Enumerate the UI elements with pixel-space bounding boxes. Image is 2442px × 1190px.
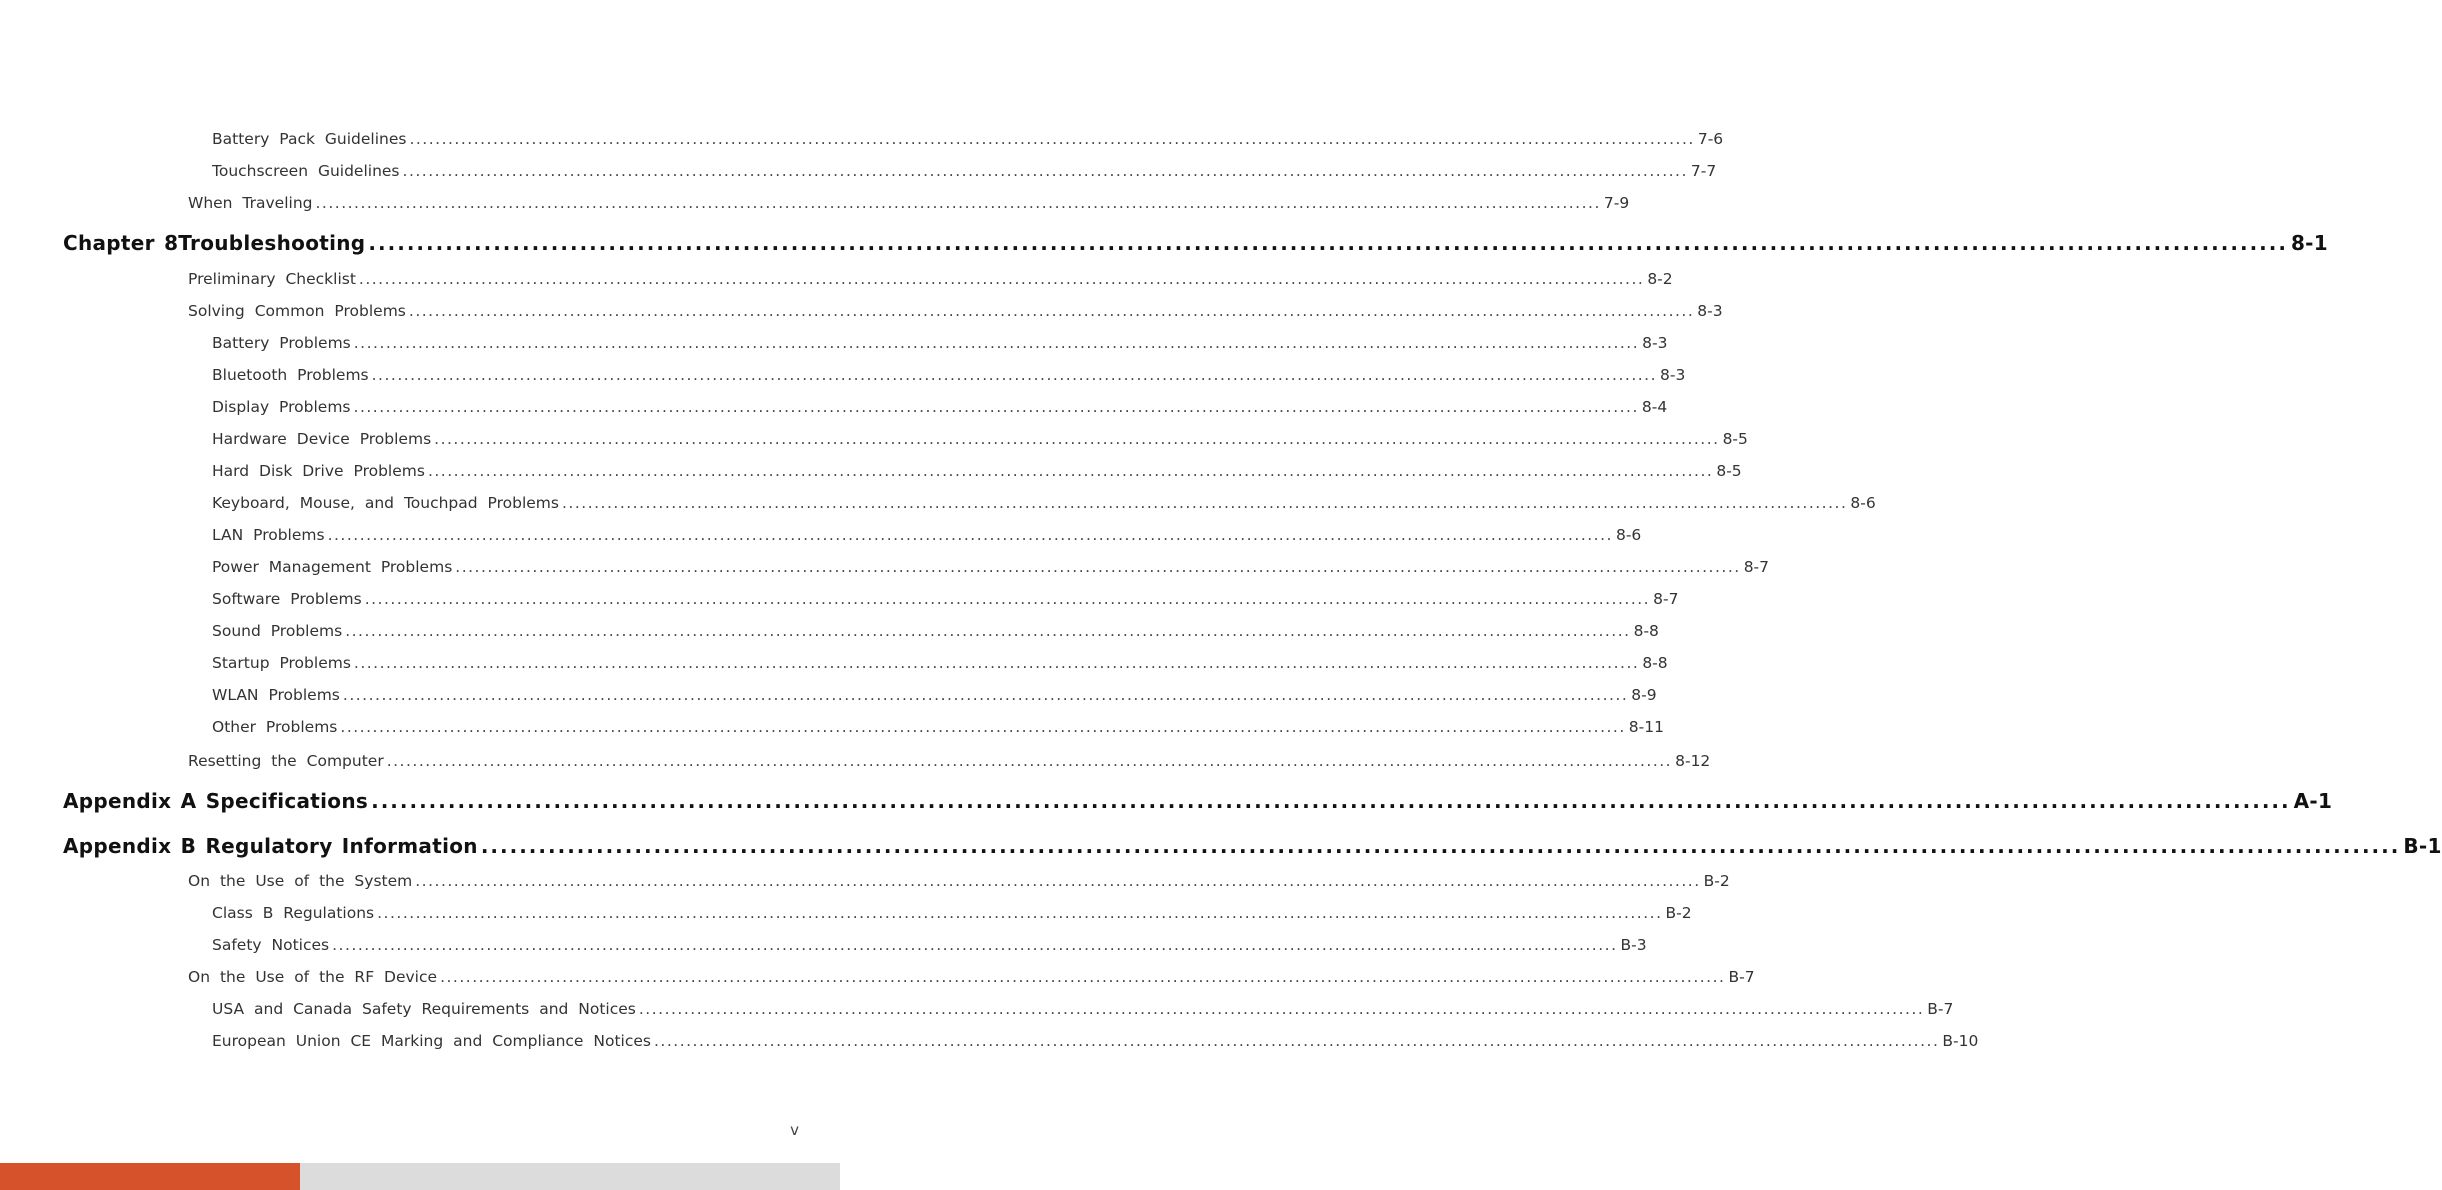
toc-entry-label: Sound Problems	[212, 622, 343, 640]
dot-leader: ........................................................................................................................................................................................................	[342, 686, 1629, 704]
toc-entry[interactable]	[188, 270, 1673, 288]
toc-entry-page: B-2	[1665, 904, 1692, 922]
dot-leader: ........................................................................................................................................................................................................	[427, 462, 1714, 480]
toc-entry-page: 7-9	[1603, 194, 1630, 212]
toc-entry-label: When Traveling	[188, 194, 313, 212]
toc-entry-label: Safety Notices	[212, 936, 330, 954]
toc-entry-page: 8-2	[1647, 270, 1673, 288]
toc-entry-label: Appendix A Specifications	[63, 789, 369, 813]
toc-entry-page: 8-11	[1628, 718, 1664, 736]
toc-entry-label: Hard Disk Drive Problems	[212, 462, 425, 480]
dot-leader: ........................................................................................................................................................................................................	[455, 558, 1741, 576]
toc-entry[interactable]	[188, 872, 1730, 890]
dot-leader: ........................................................................................................................................................................................................	[480, 834, 2401, 858]
toc-entry-label: European Union CE Marking and Compliance Notices	[212, 1032, 651, 1050]
toc-entry-label: Bluetooth Problems	[212, 366, 369, 384]
toc-entry-label: Class B Regulations	[212, 904, 375, 922]
dot-leader: ........................................................................................................................................................................................................	[408, 302, 1695, 320]
toc-entry[interactable]	[212, 590, 1679, 608]
toc-entry-page: B-1	[2403, 834, 2442, 858]
toc-entry[interactable]	[212, 1000, 1954, 1018]
toc-entry-page: 7-7	[1690, 162, 1717, 180]
toc-entry[interactable]	[188, 752, 1711, 770]
toc-entry-page: 7-6	[1697, 130, 1724, 148]
toc-entry-page: 8-8	[1633, 622, 1659, 640]
toc-entry-page: 8-3	[1660, 366, 1686, 384]
dot-leader: ........................................................................................................................................................................................................	[327, 526, 1613, 544]
toc-entry-label: Battery Problems	[212, 334, 351, 352]
toc-entry-page: B-10	[1942, 1032, 1979, 1050]
toc-entry[interactable]	[212, 558, 1770, 576]
toc-entry[interactable]	[212, 526, 1642, 544]
toc-entry[interactable]	[212, 162, 1717, 180]
toc-entry-label: Keyboard, Mouse, and Touchpad Problems	[212, 494, 559, 512]
toc-entry-label: On the Use of the RF Device	[188, 968, 438, 986]
dot-leader: ........................................................................................................................................................................................................	[371, 366, 1658, 384]
dot-leader: ........................................................................................................................................................................................................	[377, 904, 1663, 922]
toc-entry[interactable]	[212, 398, 1668, 416]
dot-leader: ........................................................................................................................................................................................................	[440, 968, 1726, 986]
toc-entry[interactable]	[212, 654, 1668, 672]
toc-entry-page: 8-12	[1675, 752, 1711, 770]
toc-entry[interactable]	[212, 904, 1692, 922]
toc-entry[interactable]	[212, 1032, 1979, 1050]
toc-entry-page: 8-1	[2290, 231, 2328, 255]
toc-chapter-entry[interactable]	[63, 231, 2328, 255]
toc-entry-label: Chapter 8Troubleshooting	[63, 231, 366, 255]
dot-leader: ........................................................................................................................................................................................................	[371, 789, 2291, 813]
dot-leader: ........................................................................................................................................................................................................	[434, 430, 1720, 448]
toc-entry-label: Startup Problems	[212, 654, 351, 672]
footer-accent-bar	[0, 1163, 300, 1190]
toc-entry-label: LAN Problems	[212, 526, 325, 544]
dot-leader: ........................................................................................................................................................................................................	[353, 334, 1640, 352]
toc-entry-page: 8-9	[1631, 686, 1657, 704]
toc-entry[interactable]	[212, 686, 1657, 704]
toc-entry-page: 8-4	[1641, 398, 1668, 416]
toc-entry[interactable]	[188, 194, 1630, 212]
dot-leader: ........................................................................................................................................................................................................	[353, 654, 1640, 672]
toc-entry-label: Appendix B Regulatory Information	[63, 834, 478, 858]
toc-entry[interactable]	[212, 936, 1647, 954]
toc-entry-page: 8-6	[1850, 494, 1876, 512]
toc-entry-label: Battery Pack Guidelines	[212, 130, 407, 148]
dot-leader: ........................................................................................................................................................................................................	[353, 398, 1639, 416]
dot-leader: ........................................................................................................................................................................................................	[653, 1032, 1940, 1050]
toc-entry-label: Power Management Problems	[212, 558, 453, 576]
toc-entry-page: B-7	[1728, 968, 1755, 986]
toc-entry-label: Display Problems	[212, 398, 351, 416]
toc-entry[interactable]	[212, 462, 1742, 480]
dot-leader: ........................................................................................................................................................................................................	[561, 494, 1848, 512]
dot-leader: ........................................................................................................................................................................................................	[345, 622, 1631, 640]
toc-entry-page: 8-6	[1615, 526, 1642, 544]
toc-entry-page: 8-7	[1743, 558, 1770, 576]
toc-entry-page: 8-3	[1697, 302, 1723, 320]
toc-entry-label: Other Problems	[212, 718, 338, 736]
dot-leader: ........................................................................................................................................................................................................	[364, 590, 1651, 608]
toc-chapter-entry[interactable]	[63, 789, 2333, 813]
toc-entry-page: B-3	[1620, 936, 1647, 954]
toc-entry-label: Solving Common Problems	[188, 302, 406, 320]
toc-entry[interactable]	[212, 430, 1748, 448]
toc-entry[interactable]	[188, 302, 1723, 320]
toc-entry-page: B-7	[1927, 1000, 1954, 1018]
toc-entry-label: Resetting the Computer	[188, 752, 384, 770]
toc-entry[interactable]	[212, 718, 1664, 736]
toc-entry-page: 8-8	[1642, 654, 1668, 672]
toc-entry-page: B-2	[1703, 872, 1730, 890]
toc-entry-label: Touchscreen Guidelines	[212, 162, 400, 180]
toc-entry[interactable]	[212, 130, 1724, 148]
dot-leader: ........................................................................................................................................................................................................	[386, 752, 1673, 770]
toc-entry-label: WLAN Problems	[212, 686, 340, 704]
dot-leader: ........................................................................................................................................................................................................	[402, 162, 1688, 180]
dot-leader: ........................................................................................................................................................................................................	[368, 231, 2288, 255]
dot-leader: ........................................................................................................................................................................................................	[415, 872, 1701, 890]
dot-leader: ........................................................................................................................................................................................................	[409, 130, 1695, 148]
toc-entry[interactable]	[212, 494, 1876, 512]
toc-entry-label: Hardware Device Problems	[212, 430, 432, 448]
footer-gray-bar	[300, 1163, 840, 1190]
dot-leader: ........................................................................................................................................................................................................	[315, 194, 1601, 212]
toc-entry[interactable]	[212, 366, 1686, 384]
dot-leader: ........................................................................................................................................................................................................	[332, 936, 1618, 954]
toc-entry-page: 8-3	[1642, 334, 1668, 352]
dot-leader: ........................................................................................................................................................................................................	[340, 718, 1626, 736]
toc-entry-page: A-1	[2293, 789, 2333, 813]
toc-entry-label: USA and Canada Safety Requirements and Notices	[212, 1000, 636, 1018]
toc-entry[interactable]	[212, 334, 1668, 352]
page-number: v	[790, 1121, 799, 1139]
toc-entry-label: Software Problems	[212, 590, 362, 608]
toc-entry-page: 8-5	[1716, 462, 1742, 480]
toc-entry[interactable]	[212, 622, 1659, 640]
toc-entry-label: On the Use of the System	[188, 872, 413, 890]
dot-leader: ........................................................................................................................................................................................................	[638, 1000, 1925, 1018]
toc-entry-page: 8-7	[1653, 590, 1679, 608]
toc-entry-label: Preliminary Checklist	[188, 270, 356, 288]
toc-chapter-entry[interactable]	[63, 834, 2442, 858]
dot-leader: ........................................................................................................................................................................................................	[358, 270, 1645, 288]
toc-entry[interactable]	[188, 968, 1755, 986]
toc-entry-page: 8-5	[1722, 430, 1748, 448]
